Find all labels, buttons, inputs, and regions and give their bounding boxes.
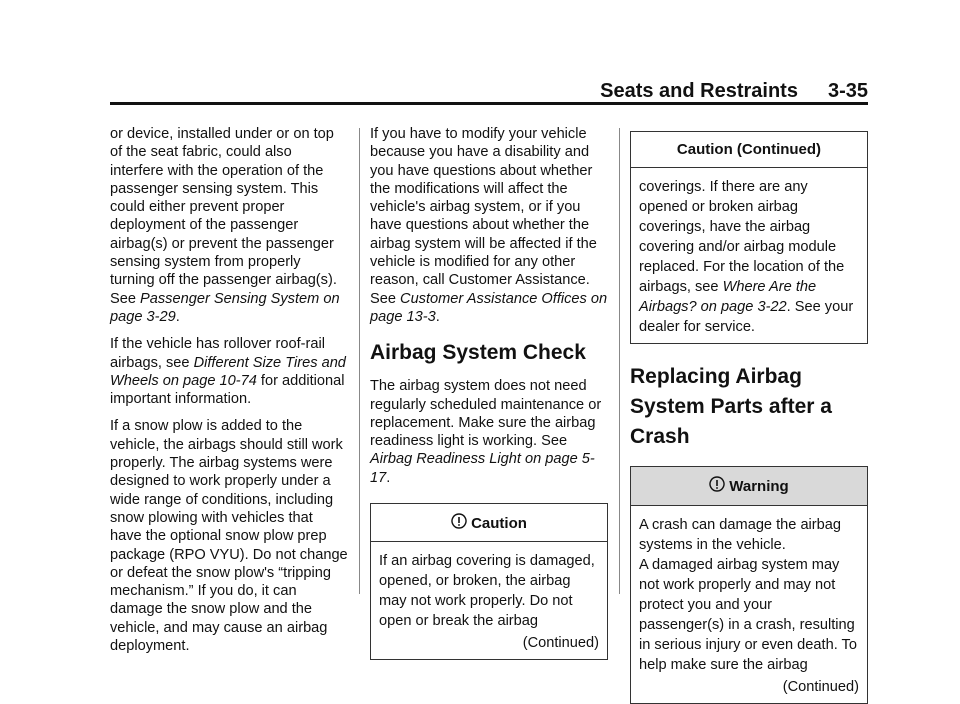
paragraph: The airbag system does not need regularly scheduled maintenance or replacement. Make sure the airbag readiness light is working. See Airbag Readiness Light on page 5-17. <box>370 378 602 486</box>
column-2 <box>370 125 608 660</box>
caution-continued-header: Caution (Continued) <box>631 132 867 168</box>
cross-reference: Different Size Tires and Wheels on page 10-74 <box>110 354 346 389</box>
warning-body: A crash can damage the airbag systems in the vehicle. A damaged airbag system may not work properly and may not protect you and your passenger(s) in a crash, resulting in serious injury or even death. To help make sure the airbag (Continued) <box>639 516 859 695</box>
caution-header <box>371 504 607 542</box>
caution-title: Caution <box>471 515 527 533</box>
column-1 <box>110 125 348 664</box>
column-divider <box>359 128 360 594</box>
cross-reference: Customer Assistance Offices on page 13-3 <box>370 290 608 325</box>
warning-title: Warning <box>729 478 789 496</box>
caution-icon <box>451 513 467 529</box>
section-heading: Replacing Airbag System Parts after a Crash <box>630 365 832 449</box>
paragraph: or device, installed under or on top of the seat fabric, could also interfere with the operation of the passenger sensing system. This could either prevent proper deployment of the passenger airbag(s) or prevent the passenger sensing system from properly turning off the passenger airbag(s). See Passenger Sensing System on page 3-29. <box>110 126 340 325</box>
cross-reference: Where Are the Airbags? on page 3-22 <box>639 279 817 316</box>
caution-continued-box <box>630 131 868 344</box>
warning-box <box>630 466 868 703</box>
cross-reference: Airbag Readiness Light on page 5-17 <box>370 451 595 486</box>
cross-reference: Passenger Sensing System on page 3-29 <box>110 290 340 325</box>
warning-icon <box>709 476 725 492</box>
column-divider <box>619 128 620 594</box>
continued-label: (Continued) <box>782 678 859 695</box>
paragraph: If the vehicle has rollover roof-rail airbags, see Different Size Tires and Wheels on page 10-74 for additional important information. <box>110 336 346 408</box>
header-rule <box>110 102 868 105</box>
section-title: Seats and Restraints <box>600 80 798 102</box>
section-heading: Airbag System Check <box>370 341 586 365</box>
page-number: 3-35 <box>827 80 868 102</box>
caution-box <box>370 503 608 660</box>
caution-continued-body: coverings. If there are any opened or broken airbag coverings, have the airbag covering and/or airbag module replaced. For the location of the airbags, see Where Are the Airbags? on page 3-22. See your dealer for service. <box>639 179 854 336</box>
warning-header <box>631 467 867 505</box>
paragraph: If you have to modify your vehicle because you have a disability and you have questions about whether the modifications will affect the vehicle's airbag system, or if you have questions about whether the airbag system will be affected if the vehicle is modified for any other reason, call Customer Assistance. See Customer Assistance Offices on page 13-3. <box>370 126 608 325</box>
paragraph: If a snow plow is added to the vehicle, the airbags should still work properly. The airbag systems were designed to work properly under a wide range of conditions, including snow plowing with vehicles that have the optional snow plow prep package (RPO VYU). Do not change or defeat the snow plow's “tripping mechanism.” If you do, it can damage the snow plow and the vehicle, and may cause an airbag deployment. <box>110 418 348 655</box>
page-header <box>110 80 868 103</box>
column-3 <box>630 125 868 704</box>
caution-body: If an airbag covering is damaged, opened, or broken, the airbag may not work properly. Do not open or break the airbag (Continued) <box>379 553 599 652</box>
continued-label: (Continued) <box>522 635 599 652</box>
